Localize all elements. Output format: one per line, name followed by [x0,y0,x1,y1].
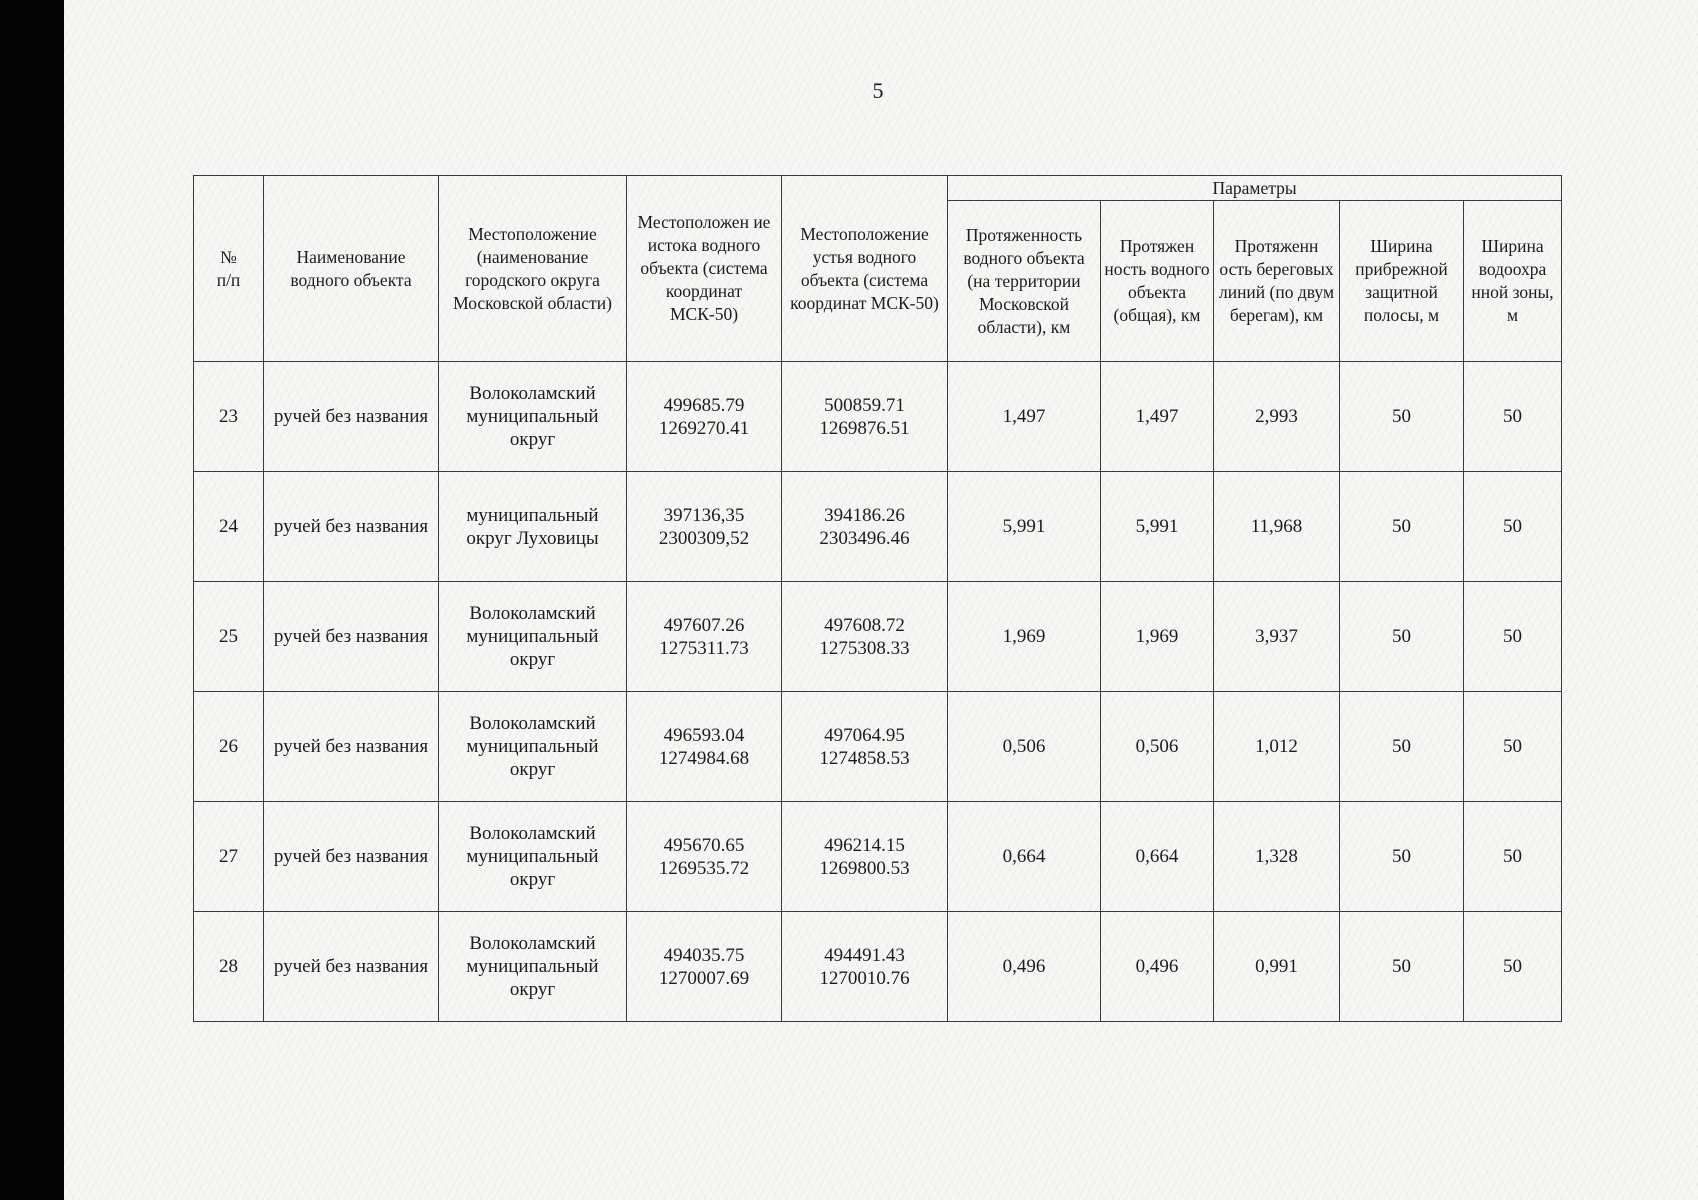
cell-protection-zone: 50 [1464,582,1562,692]
cell-shore-length: 1,012 [1214,692,1340,802]
cell-num: 27 [194,802,264,912]
cell-protection-zone: 50 [1464,802,1562,912]
scan-border [0,0,64,1200]
cell-mouth: 497608.72 1275308.33 [782,582,948,692]
cell-num: 28 [194,912,264,1022]
table-row [194,912,1562,1022]
cell-protection-zone: 50 [1464,912,1562,1022]
header-num: № п/п [194,176,264,362]
cell-shore-length: 1,328 [1214,802,1340,912]
cell-name: ручей без названия [264,582,439,692]
cell-protection-zone: 50 [1464,472,1562,582]
cell-length-total: 0,496 [1101,912,1214,1022]
cell-name: ручей без названия [264,802,439,912]
cell-length-total: 5,991 [1101,472,1214,582]
cell-location: Волоколамский муниципальный округ [439,692,627,802]
cell-mouth: 494491.43 1270010.76 [782,912,948,1022]
cell-length-region: 0,664 [948,802,1101,912]
cell-location: Волоколамский муниципальный округ [439,362,627,472]
header-length-region: Протяженность водного объекта (на территории Московской области), км [948,201,1101,362]
cell-length-total: 0,506 [1101,692,1214,802]
header-location: Местоположение (наименование городского округа Московской области) [439,176,627,362]
cell-length-region: 5,991 [948,472,1101,582]
header-coastal-strip: Ширина прибрежной защитной полосы, м [1340,201,1464,362]
table-row [194,472,1562,582]
header-name: Наименование водного объекта [264,176,439,362]
cell-shore-length: 2,993 [1214,362,1340,472]
cell-name: ручей без названия [264,362,439,472]
table-row [194,692,1562,802]
cell-length-total: 1,497 [1101,362,1214,472]
cell-protection-zone: 50 [1464,692,1562,802]
header-shore-length: Протяженн ость береговых линий (по двум берегам), км [1214,201,1340,362]
cell-coastal-strip: 50 [1340,582,1464,692]
cell-mouth: 497064.95 1274858.53 [782,692,948,802]
cell-mouth: 496214.15 1269800.53 [782,802,948,912]
header-length-total: Протяжен ность водного объекта (общая), км [1101,201,1214,362]
cell-location: муниципальный округ Луховицы [439,472,627,582]
cell-mouth: 500859.71 1269876.51 [782,362,948,472]
cell-name: ручей без названия [264,692,439,802]
header-mouth: Местоположение устья водного объекта (система координат МСК-50) [782,176,948,362]
cell-location: Волоколамский муниципальный округ [439,582,627,692]
cell-name: ручей без названия [264,472,439,582]
page-number: 5 [872,78,884,103]
cell-protection-zone: 50 [1464,362,1562,472]
header-protection-zone: Ширина водоохра нной зоны, м [1464,201,1562,362]
table-row [194,582,1562,692]
cell-coastal-strip: 50 [1340,692,1464,802]
cell-location: Волоколамский муниципальный округ [439,802,627,912]
cell-shore-length: 3,937 [1214,582,1340,692]
cell-num: 24 [194,472,264,582]
cell-name: ручей без названия [264,912,439,1022]
cell-length-region: 1,497 [948,362,1101,472]
cell-source: 499685.79 1269270.41 [627,362,782,472]
cell-source: 497607.26 1275311.73 [627,582,782,692]
cell-shore-length: 11,968 [1214,472,1340,582]
header-source: Местоположен ие истока водного объекта (система координат МСК-50) [627,176,782,362]
cell-shore-length: 0,991 [1214,912,1340,1022]
cell-num: 25 [194,582,264,692]
cell-num: 23 [194,362,264,472]
water-objects-table [193,175,1562,1022]
cell-length-region: 1,969 [948,582,1101,692]
cell-num: 26 [194,692,264,802]
cell-length-total: 0,664 [1101,802,1214,912]
cell-coastal-strip: 50 [1340,472,1464,582]
cell-length-total: 1,969 [1101,582,1214,692]
cell-length-region: 0,506 [948,692,1101,802]
table-row [194,802,1562,912]
header-params: Параметры [948,176,1562,201]
cell-length-region: 0,496 [948,912,1101,1022]
table-header-row-top [194,176,1562,201]
cell-source: 494035.75 1270007.69 [627,912,782,1022]
cell-mouth: 394186.26 2303496.46 [782,472,948,582]
table-row [194,362,1562,472]
cell-source: 496593.04 1274984.68 [627,692,782,802]
cell-source: 495670.65 1269535.72 [627,802,782,912]
cell-coastal-strip: 50 [1340,362,1464,472]
cell-source: 397136,35 2300309,52 [627,472,782,582]
cell-coastal-strip: 50 [1340,912,1464,1022]
cell-location: Волоколамский муниципальный округ [439,912,627,1022]
cell-coastal-strip: 50 [1340,802,1464,912]
